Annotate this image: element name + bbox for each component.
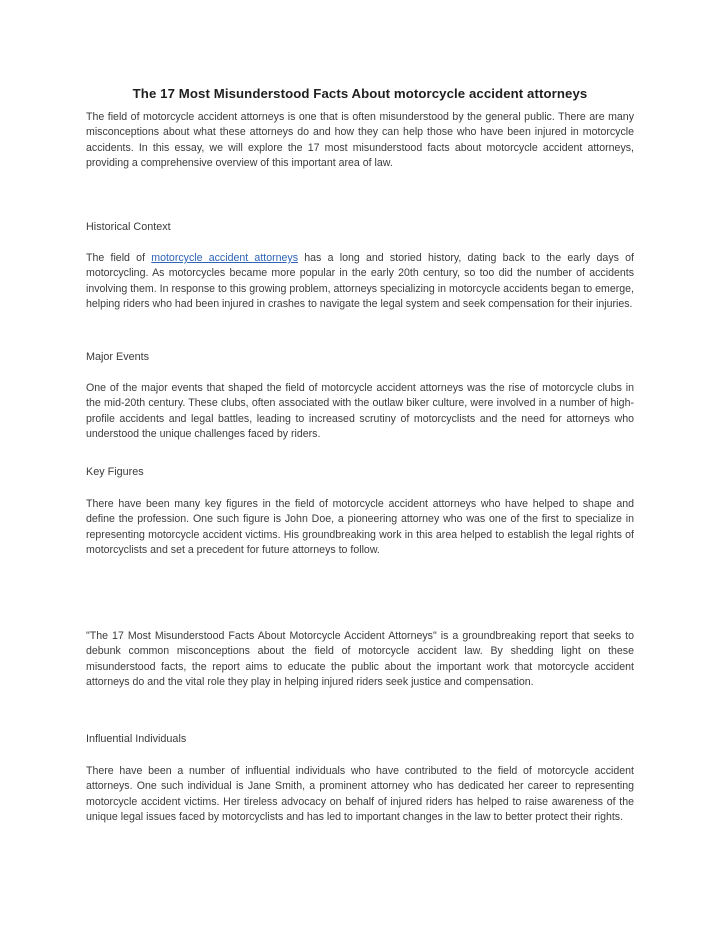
heading-major-events: Major Events	[86, 351, 150, 363]
heading-historical-context: Historical Context	[86, 221, 171, 233]
major-events-paragraph: One of the major events that shaped the field of motorcycle accident attorneys was the rise of motorcycle clubs in the mid-20th century. These clubs, often associated with the outlaw biker culture, were involved in a number of high-profile accidents and legal battles, leading to increased scrutiny of motorcyclists and the need for attorneys who understood the unique challenges faced by riders.	[86, 382, 634, 441]
heading-key-figures: Key Figures	[86, 466, 144, 478]
document-title: The 17 Most Misunderstood Facts About motorcycle accident attorneys	[132, 86, 588, 101]
historical-text-start: The field of	[86, 252, 152, 264]
influential-individuals-paragraph: There have been a number of influential individuals who have contributed to the field of motorcycle accident attorneys. One such individual is Jane Smith, a prominent attorney who has dedicated her career to representing motorcycle accident victims. Her tireless advocacy on behalf of injured riders has helped to raise awareness of the unique legal issues faced by motorcyclists and has led to important changes in the law to better protect their rights.	[86, 765, 634, 824]
heading-influential-individuals: Influential Individuals	[86, 733, 187, 745]
motorcycle-attorneys-link[interactable]: motorcycle accident attorneys	[151, 252, 299, 264]
historical-context-paragraph	[86, 251, 634, 313]
intro-paragraph: The field of motorcycle accident attorneys is one that is often misunderstood by the general public. There are many misconceptions about what these attorneys do and how they can help those who have been injured in motorcycle accidents. In this essay, we will explore the 17 most misunderstood facts about motorcycle accident attorneys, providing a comprehensive overview of this important area of law.	[86, 111, 634, 170]
key-figures-paragraph: There have been many key figures in the field of motorcycle accident attorneys who have helped to shape and define the profession. One such figure is John Doe, a pioneering attorney who was one of the first to specialize in representing motorcycle accident victims. His groundbreaking work in this area helped to establish the legal rights of motorcyclists and set a precedent for future attorneys to follow.	[86, 498, 634, 557]
report-paragraph: "The 17 Most Misunderstood Facts About Motorcycle Accident Attorneys" is a groundbreaking report that seeks to debunk common misconceptions about the field of motorcycle accident law. By shedding light on these misunderstood facts, the report aims to educate the public about the important work that motorcycle accident attorneys do and the vital role they play in helping injured riders seek justice and compensation.	[86, 630, 634, 689]
historical-text-end: has a long and storied history, dating back to the early days of motorcycling. As motorcycles became more popular in the early 20th century, so too did the number of accidents involving them. In response to this growing problem, attorneys specializing in motorcycle accidents began to emerge, helping riders who had been injured in crashes to navigate the legal system and seek compensation for their injuries.	[86, 252, 635, 311]
